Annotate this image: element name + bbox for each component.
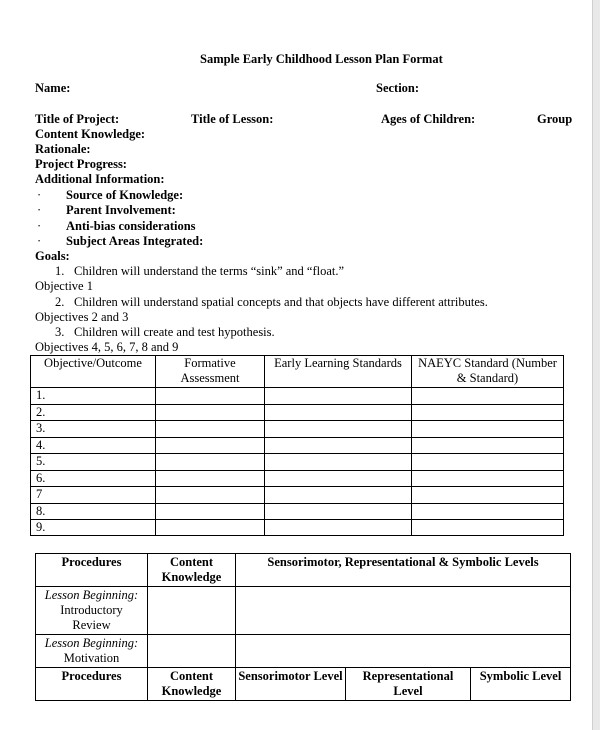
table-cell[interactable] <box>412 520 564 536</box>
section-label: Section: <box>376 81 420 95</box>
table-cell[interactable] <box>412 388 564 405</box>
table-cell[interactable] <box>156 388 265 405</box>
table-cell[interactable] <box>412 421 564 438</box>
additional-item: Source of Knowledge: <box>66 188 184 202</box>
ages-of-children-label: Ages of Children: <box>381 112 476 126</box>
goals-label: Goals: <box>35 249 70 263</box>
goal-objective: Objectives 4, 5, 6, 7, 8 and 9 <box>35 340 179 354</box>
goal-number: 2. <box>55 295 65 309</box>
procedures-footer: Procedures <box>36 668 148 701</box>
objective-row-label: 2. <box>31 405 156 421</box>
table-cell[interactable] <box>156 405 265 421</box>
bullet-icon: · <box>37 219 42 233</box>
lesson-beginning-review-cell <box>36 587 148 635</box>
table-cell[interactable] <box>412 454 564 471</box>
content-knowledge-footer: Content Knowledge <box>148 668 236 701</box>
table-cell[interactable] <box>412 471 564 487</box>
table-cell[interactable] <box>148 635 236 668</box>
objective-outcome-header: Objective/Outcome <box>31 356 156 388</box>
levels-header: Sensorimotor, Representational & Symbolic Levels <box>236 554 571 587</box>
table-cell[interactable] <box>148 587 236 635</box>
title-of-lesson-label: Title of Lesson: <box>191 112 274 126</box>
name-label: Name: <box>35 81 71 95</box>
table-cell[interactable] <box>265 438 412 454</box>
table-cell[interactable] <box>412 405 564 421</box>
table-cell[interactable] <box>412 504 564 520</box>
goal-objective: Objective 1 <box>35 279 93 293</box>
formative-assessment-header: Formative Assessment <box>156 356 265 388</box>
table-cell[interactable] <box>265 487 412 504</box>
bullet-icon: · <box>37 188 42 202</box>
additional-information-label: Additional Information: <box>35 172 165 186</box>
additional-item: Anti-bias considerations <box>66 219 196 233</box>
content-knowledge-header: Content Knowledge <box>148 554 236 587</box>
procedures-table <box>35 553 571 701</box>
table-cell[interactable] <box>265 388 412 405</box>
content-knowledge-label: Content Knowledge: <box>35 127 146 141</box>
group-label: Group <box>537 112 573 126</box>
table-cell[interactable] <box>156 471 265 487</box>
title-of-project-label: Title of Project: <box>35 112 120 126</box>
objective-row-label: 4. <box>31 438 156 454</box>
objectives-table <box>30 355 564 536</box>
table-cell[interactable] <box>236 587 571 635</box>
goal-number: 3. <box>55 325 65 339</box>
table-cell[interactable] <box>265 520 412 536</box>
table-cell[interactable] <box>156 487 265 504</box>
objective-row-label: 8. <box>31 504 156 520</box>
table-cell[interactable] <box>156 421 265 438</box>
naeyc-standard-header: NAEYC Standard (Number & Standard) <box>412 356 564 388</box>
lesson-beginning-label: Lesson Beginning: <box>44 588 139 602</box>
procedure-text: Introductory <box>60 603 123 617</box>
objective-row-label: 7 <box>31 487 156 504</box>
lesson-beginning-label: Lesson Beginning: <box>44 636 139 650</box>
table-cell[interactable] <box>265 504 412 520</box>
objective-row-label: 1. <box>31 388 156 405</box>
table-cell[interactable] <box>156 504 265 520</box>
table-cell[interactable] <box>265 454 412 471</box>
table-cell[interactable] <box>156 438 265 454</box>
additional-item: Subject Areas Integrated: <box>66 234 204 248</box>
goal-objective: Objectives 2 and 3 <box>35 310 129 324</box>
table-cell[interactable] <box>412 487 564 504</box>
representational-level-header: Representational Level <box>346 668 471 701</box>
table-cell[interactable] <box>156 454 265 471</box>
goal-text: Children will understand the terms “sink” and “float.” <box>74 264 345 278</box>
additional-item: Parent Involvement: <box>66 203 176 217</box>
objective-row-label: 3. <box>31 421 156 438</box>
table-cell[interactable] <box>156 520 265 536</box>
lesson-beginning-motivation-cell <box>36 635 148 668</box>
goal-number: 1. <box>55 264 65 278</box>
symbolic-level-header: Symbolic Level <box>471 668 571 701</box>
table-cell[interactable] <box>265 421 412 438</box>
procedure-text: Review <box>72 618 111 632</box>
document-title: Sample Early Childhood Lesson Plan Format <box>200 52 443 66</box>
rationale-label: Rationale: <box>35 142 91 156</box>
goal-text: Children will understand spatial concepts and that objects have different attributes. <box>74 295 488 309</box>
table-cell[interactable] <box>265 471 412 487</box>
procedures-header: Procedures <box>36 554 148 587</box>
table-cell[interactable] <box>265 405 412 421</box>
objective-row-label: 6. <box>31 471 156 487</box>
objective-row-label: 5. <box>31 454 156 471</box>
bullet-icon: · <box>37 203 42 217</box>
table-cell[interactable] <box>412 438 564 454</box>
project-progress-label: Project Progress: <box>35 157 127 171</box>
bullet-icon: · <box>37 234 42 248</box>
procedure-text: Motivation <box>63 651 120 665</box>
goal-text: Children will create and test hypothesis. <box>74 325 275 339</box>
page-edge <box>592 0 600 730</box>
table-cell[interactable] <box>236 635 571 668</box>
sensorimotor-level-header: Sensorimotor Level <box>236 668 346 701</box>
early-learning-standards-header: Early Learning Standards <box>265 356 412 388</box>
objective-row-label: 9. <box>31 520 156 536</box>
